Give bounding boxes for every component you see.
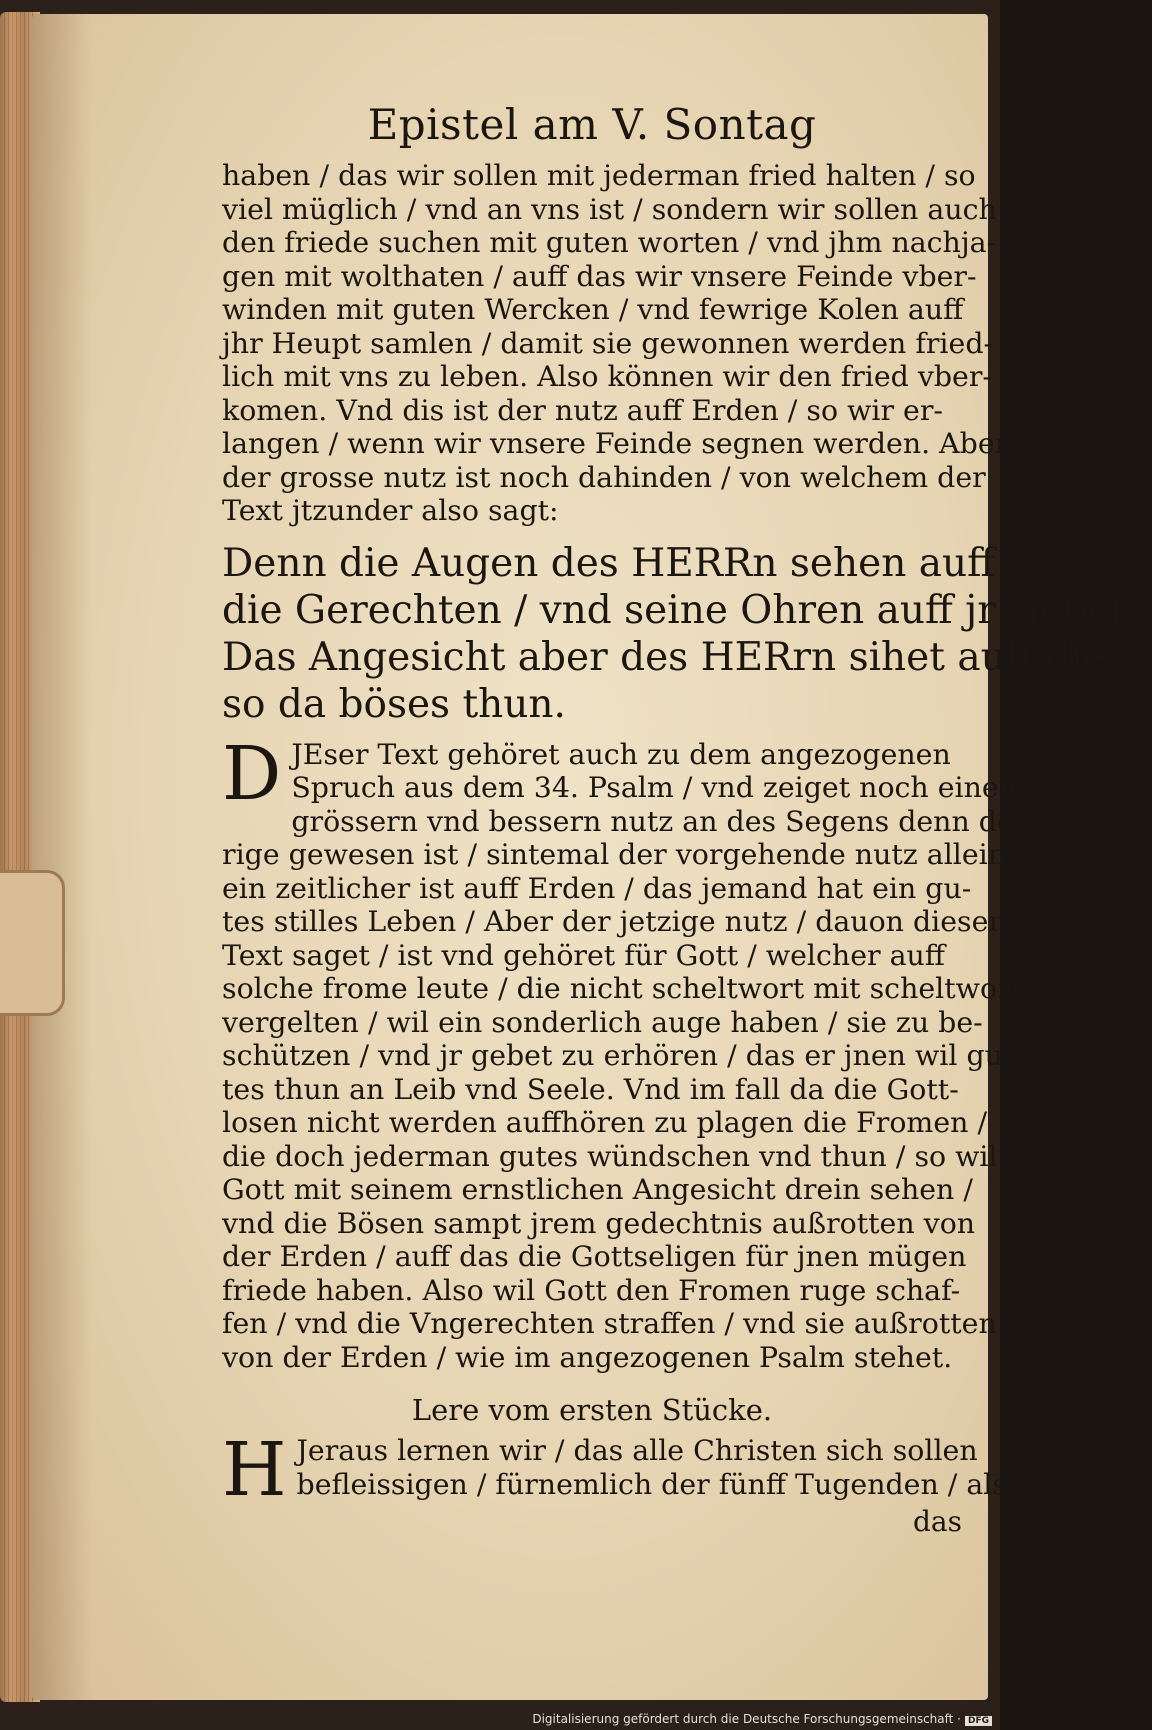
verse-line: so da böses thun. <box>222 681 566 727</box>
text-line: viel müglich / vnd an vns ist / sondern wir sollen auch <box>222 192 997 226</box>
text-line: tes stilles Leben / Aber der jetzige nutz / dauon dieser <box>222 905 1002 938</box>
drop-initial: H <box>222 1427 287 1513</box>
text-line: den friede suchen mit guten worten / vnd jhm nachja- <box>222 226 997 259</box>
paragraph-3 <box>222 1427 1007 1513</box>
text-line: grössern vnd bessern nutz an des Segens denn der vo- <box>291 804 1080 838</box>
text-line: losen nicht werden auffhören zu plagen die Fromen / <box>222 1106 988 1139</box>
text-line: jhr Heupt samlen / damit sie gewonnen werden fried- <box>222 326 994 360</box>
credit-text: Digitalisierung gefördert durch die Deutsche Forschungsgemeinschaft · <box>532 1712 961 1726</box>
running-head: Epistel am V. Sontag <box>367 100 817 149</box>
text-line: vergelten / wil ein sonderlich auge haben / sie zu be- <box>222 1005 983 1039</box>
text-line: Gott mit seinem ernstlichen Angesicht drein sehen / <box>222 1173 973 1206</box>
section-heading: Lere vom ersten Stücke. <box>411 1393 773 1427</box>
spine-shadow <box>32 14 92 1700</box>
text-line: Spruch aus dem 34. Psalm / vnd zeiget noch einen <box>291 771 1017 804</box>
verse-line: die Gerechten / vnd seine Ohren auff jr Gebet / <box>222 587 1152 633</box>
text-line: winden mit guten Wercken / vnd fewrige Kolen auff <box>222 293 964 326</box>
text-block <box>222 100 1152 1538</box>
text-line: Text jtzunder also sagt: <box>222 494 559 527</box>
dfg-logo: DFG <box>965 1716 992 1726</box>
paragraph-1 <box>222 159 1009 528</box>
text-line: tes thun an Leib vnd Seele. Vnd im fall da die Gott- <box>222 1072 959 1106</box>
text-line: gen mit wolthaten / auff das wir vnsere Feinde vber- <box>222 259 977 293</box>
text-line: befleissigen / fürnemlich der fünff Tugenden / als <box>296 1467 1007 1501</box>
catchword: das <box>913 1505 962 1538</box>
paragraph-2 <box>222 730 1080 1375</box>
text-line: fen / vnd die Vngerechten straffen / vnd sie außrotten <box>222 1307 997 1340</box>
drop-initial: D <box>222 730 282 817</box>
text-line: der Erden / auff das die Gottseligen für jnen mügen <box>222 1240 967 1273</box>
text-line: friede haben. Also wil Gott den Fromen ruge schaf- <box>222 1273 961 1307</box>
text-line: die doch jederman gutes wündschen vnd thun / so wil <box>222 1139 998 1173</box>
book-clasp <box>0 870 65 1016</box>
text-line: JEser Text gehöret auch zu dem angezogenen <box>291 737 951 771</box>
verse-line: Denn die Augen des HERRn sehen auff <box>222 540 995 586</box>
text-line: komen. Vnd dis ist der nutz auff Erden / so wir er- <box>222 393 944 427</box>
text-line: schützen / vnd jr gebet zu erhören / das er jnen wil gu- <box>222 1039 1013 1072</box>
text-line: ein zeitlicher ist auff Erden / das jemand hat ein gu- <box>222 871 972 905</box>
text-line: rige gewesen ist / sintemal der vorgehende nutz allein <box>222 838 1007 871</box>
text-line: Text saget / ist vnd gehöret für Gott / welcher auff <box>222 938 945 972</box>
text-line: langen / wenn wir vnsere Feinde segnen werden. Aber <box>222 427 1009 460</box>
text-line: Jeraus lernen wir / das alle Christen sich sollen <box>296 1434 978 1467</box>
digitization-credit <box>532 1712 992 1726</box>
text-line: der grosse nutz ist noch dahinden / von welchem der <box>222 460 986 494</box>
bible-verse <box>222 540 1152 728</box>
text-line: von der Erden / wie im angezogenen Psalm stehet. <box>222 1340 953 1374</box>
text-line: vnd die Bösen sampt jrem gedechtnis außrotten von <box>222 1206 976 1240</box>
text-line: solche frome leute / die nicht scheltwort mit scheltwort <box>222 972 1023 1005</box>
text-line: lich mit vns zu leben. Also können wir den fried vber- <box>222 360 993 393</box>
verse-line: Das Angesicht aber des HERrn sihet auff die <box>222 634 1107 680</box>
text-line: haben / das wir sollen mit jederman fried halten / so <box>222 159 976 192</box>
